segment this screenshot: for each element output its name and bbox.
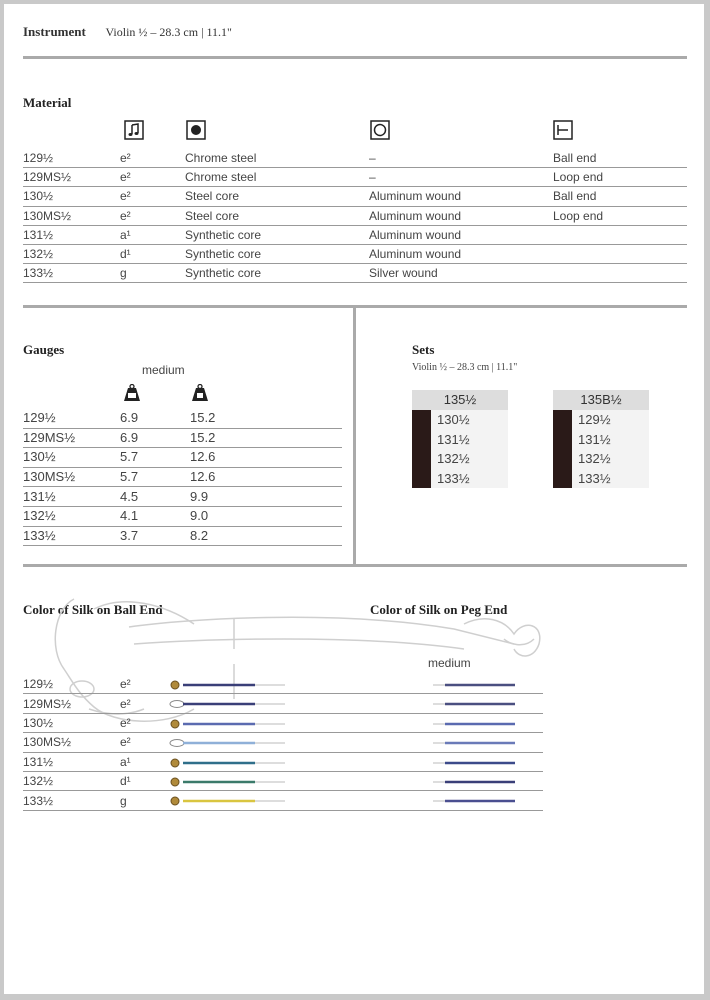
spec-sheet	[4, 4, 704, 994]
set-item: 132½	[437, 451, 470, 466]
silk-cell-note: e²	[120, 713, 165, 732]
material-title: Material	[23, 95, 72, 110]
material-cell-note: d¹	[120, 244, 185, 263]
silk-cell-id: 130MS½	[23, 733, 120, 752]
material-cell-winding: Aluminum wound	[369, 244, 553, 263]
silk-cell-note: e²	[120, 733, 165, 752]
gauge-cell-b: 15.2	[190, 409, 342, 428]
divider	[23, 56, 687, 59]
material-row	[23, 264, 687, 283]
material-row	[23, 149, 687, 168]
silk-row	[23, 713, 543, 732]
gauge-cell-b: 9.9	[190, 487, 342, 507]
silk-medium-label: medium	[428, 656, 471, 670]
material-cell-core: Synthetic core	[185, 264, 369, 283]
material-cell-winding: Silver wound	[369, 264, 553, 283]
gauges-title: Gauges	[23, 342, 65, 357]
set-135	[412, 390, 508, 488]
material-row	[23, 206, 687, 225]
set-135b	[553, 390, 649, 488]
silk-graphic-cell	[165, 733, 543, 752]
silk-cell-id: 130½	[23, 713, 120, 732]
silk-string-graphic	[165, 756, 543, 770]
material-cell-winding: –	[369, 149, 553, 168]
gauge-row	[23, 487, 342, 507]
material-cell-end: Ball end	[553, 187, 687, 206]
material-cell-note: e²	[120, 206, 185, 225]
set-item: 129½	[578, 412, 611, 427]
material-cell-id: 129½	[23, 149, 120, 168]
silk-ball-title: Color of Silk on Ball End	[23, 602, 163, 617]
material-row	[23, 244, 687, 263]
silk-cell-id: 132½	[23, 771, 120, 790]
gauges-table	[23, 409, 342, 546]
silk-cell-note: a¹	[120, 752, 165, 771]
silk-string-graphic	[165, 717, 543, 731]
silk-cell-note: g	[120, 791, 165, 810]
silk-string-graphic	[165, 775, 543, 789]
gauge-cell-id: 130MS½	[23, 467, 120, 487]
gauge-cell-id: 131½	[23, 487, 120, 507]
material-table	[23, 149, 687, 283]
set-item: 133½	[578, 470, 611, 486]
silk-cell-id: 129MS½	[23, 694, 120, 713]
set-item: 131½	[578, 431, 611, 447]
material-cell-id: 130½	[23, 187, 120, 206]
silk-row	[23, 752, 543, 771]
material-cell-id: 133½	[23, 264, 120, 283]
loop-end-icon	[170, 740, 184, 747]
core-icon	[186, 120, 206, 140]
material-cell-winding: –	[369, 168, 553, 187]
note-icon	[124, 120, 144, 140]
material-cell-note: a¹	[120, 225, 185, 244]
vertical-divider	[353, 306, 356, 566]
silk-row	[23, 694, 543, 713]
gauge-cell-b: 12.6	[190, 448, 342, 468]
material-cell-core: Synthetic core	[185, 225, 369, 244]
gauge-cell-a: 3.7	[120, 526, 190, 546]
silk-table	[23, 675, 543, 811]
silk-graphic-cell	[165, 771, 543, 790]
gauge-row	[23, 526, 342, 546]
material-cell-note: e²	[120, 187, 185, 206]
weight-inch-icon	[189, 384, 211, 402]
set-title: 135½	[412, 390, 508, 410]
material-cell-core: Steel core	[185, 187, 369, 206]
gauge-cell-a: 4.1	[120, 506, 190, 526]
instrument-label: Instrument	[23, 24, 86, 39]
ball-end-icon	[171, 759, 179, 767]
material-row	[23, 225, 687, 244]
material-cell-id: 132½	[23, 244, 120, 263]
silk-graphic-cell	[165, 791, 543, 810]
gauges-medium-label: medium	[142, 363, 185, 377]
material-cell-core: Chrome steel	[185, 168, 369, 187]
material-cell-core: Steel core	[185, 206, 369, 225]
gauge-row	[23, 506, 342, 526]
gauge-cell-a: 5.7	[120, 467, 190, 487]
ball-end-icon	[171, 797, 179, 805]
gauge-cell-id: 133½	[23, 526, 120, 546]
gauge-cell-a: 6.9	[120, 409, 190, 428]
silk-cell-note: e²	[120, 694, 165, 713]
silk-peg-title: Color of Silk on Peg End	[370, 602, 508, 617]
silk-cell-note: e²	[120, 675, 165, 694]
material-cell-end: Ball end	[553, 149, 687, 168]
silk-row	[23, 791, 543, 810]
gauge-row	[23, 467, 342, 487]
sets-subtitle: Violin ½ – 28.3 cm | 11.1"	[412, 362, 518, 373]
gauge-cell-a: 4.5	[120, 487, 190, 507]
set-item: 132½	[578, 451, 611, 466]
material-cell-winding: Aluminum wound	[369, 206, 553, 225]
silk-graphic-cell	[165, 752, 543, 771]
silk-graphic-cell	[165, 713, 543, 732]
material-row	[23, 187, 687, 206]
silk-cell-note: d¹	[120, 771, 165, 790]
gauge-row	[23, 428, 342, 448]
material-cell-core: Synthetic core	[185, 244, 369, 263]
set-item: 133½	[437, 470, 470, 486]
silk-string-graphic	[165, 794, 543, 808]
set-title: 135B½	[553, 390, 649, 410]
set-color-bar	[553, 410, 572, 488]
sets-title: Sets	[412, 342, 435, 357]
gauge-row	[23, 409, 342, 428]
silk-row	[23, 733, 543, 752]
material-cell-winding: Aluminum wound	[369, 187, 553, 206]
ball-end-icon	[171, 720, 179, 728]
gauge-row	[23, 448, 342, 468]
material-cell-id: 131½	[23, 225, 120, 244]
set-color-bar	[412, 410, 431, 488]
silk-cell-id: 133½	[23, 791, 120, 810]
silk-string-graphic	[165, 736, 543, 750]
silk-row	[23, 675, 543, 694]
set-item: 130½	[437, 412, 470, 427]
silk-cell-id: 129½	[23, 675, 120, 694]
end-icon	[553, 120, 573, 140]
silk-graphic-cell	[165, 694, 543, 713]
material-cell-winding: Aluminum wound	[369, 225, 553, 244]
gauge-cell-id: 129MS½	[23, 428, 120, 448]
instrument-value: Violin ½ – 28.3 cm | 11.1"	[105, 25, 232, 39]
gauge-cell-b: 15.2	[190, 428, 342, 448]
material-cell-end: Loop end	[553, 206, 687, 225]
material-cell-note: e²	[120, 168, 185, 187]
gauge-cell-b: 8.2	[190, 526, 342, 546]
material-cell-end	[553, 244, 687, 263]
gauge-cell-id: 132½	[23, 506, 120, 526]
material-row	[23, 168, 687, 187]
material-cell-core: Chrome steel	[185, 149, 369, 168]
set-item: 131½	[437, 431, 470, 447]
weight-mm-icon	[121, 384, 143, 402]
material-cell-id: 130MS½	[23, 206, 120, 225]
gauge-cell-a: 6.9	[120, 428, 190, 448]
material-cell-note: e²	[120, 149, 185, 168]
material-cell-end: Loop end	[553, 168, 687, 187]
silk-cell-id: 131½	[23, 752, 120, 771]
material-cell-end	[553, 225, 687, 244]
gauge-cell-id: 129½	[23, 409, 120, 428]
instrument-header	[23, 24, 232, 40]
ball-end-icon	[171, 778, 179, 786]
material-cell-id: 129MS½	[23, 168, 120, 187]
material-cell-end	[553, 264, 687, 283]
gauge-cell-a: 5.7	[120, 448, 190, 468]
silk-graphic-cell	[165, 675, 543, 694]
divider	[23, 564, 687, 567]
silk-row	[23, 771, 543, 790]
gauge-cell-b: 9.0	[190, 506, 342, 526]
gauge-cell-id: 130½	[23, 448, 120, 468]
gauge-cell-b: 12.6	[190, 467, 342, 487]
material-cell-note: g	[120, 264, 185, 283]
loop-end-icon	[170, 701, 184, 708]
ball-end-icon	[171, 681, 179, 689]
silk-string-graphic	[165, 697, 543, 711]
winding-icon	[370, 120, 390, 140]
silk-string-graphic	[165, 678, 543, 692]
